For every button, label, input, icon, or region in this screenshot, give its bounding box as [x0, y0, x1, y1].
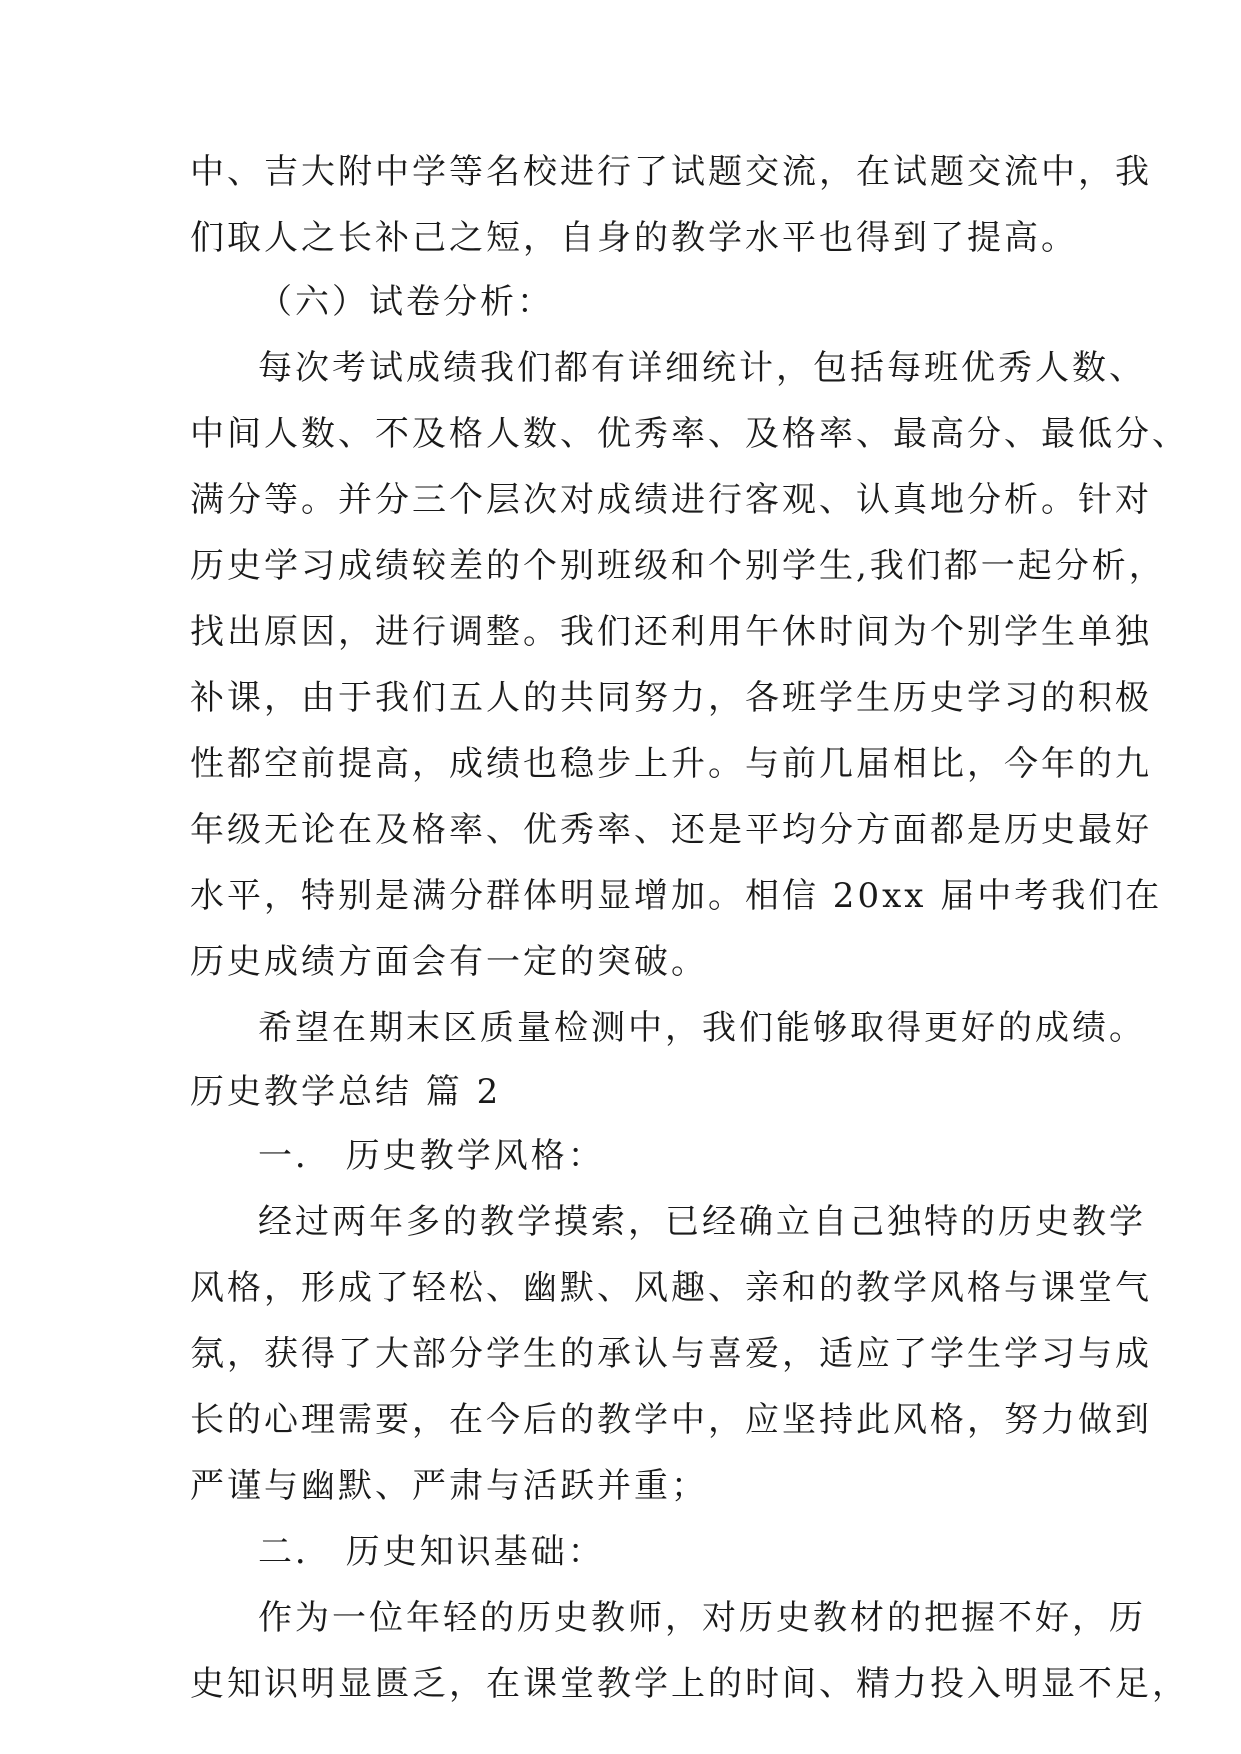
paragraph-line: 氛，获得了大部分学生的承认与喜爱，适应了学生学习与成: [190, 1334, 1152, 1374]
paragraph-line: 中间人数、不及格人数、优秀率、及格率、最高分、最低分、: [190, 414, 1189, 454]
paragraph-line: 风格，形成了轻松、幽默、风趣、亲和的教学风格与课堂气: [190, 1268, 1152, 1308]
section-title: 历史教学总结 篇 2: [190, 1072, 502, 1112]
section-heading: （六）试卷分析：: [258, 282, 554, 322]
paragraph-line: 每次考试成绩我们都有详细统计，包括每班优秀人数、: [258, 348, 1146, 388]
paragraph-line: 作为一位年轻的历史教师，对历史教材的把握不好，历: [258, 1598, 1146, 1638]
paragraph-line: 年级无论在及格率、优秀率、还是平均分方面都是历史最好: [190, 810, 1152, 850]
section-heading: 一． 历史教学风格：: [258, 1136, 605, 1176]
paragraph-line: 找出原因，进行调整。我们还利用午休时间为个别学生单独: [190, 612, 1152, 652]
paragraph-line: 历史学习成绩较差的个别班级和个别学生,我们都一起分析，: [190, 546, 1166, 586]
paragraph-line: 性都空前提高，成绩也稳步上升。与前几届相比，今年的九: [190, 744, 1152, 784]
paragraph-line: 长的心理需要，在今后的教学中，应坚持此风格，努力做到: [190, 1400, 1152, 1440]
paragraph-line: 水平，特别是满分群体明显增加。相信 20xx 届中考我们在: [190, 876, 1163, 916]
section-heading: 二． 历史知识基础：: [258, 1532, 605, 1572]
paragraph-line: 补课，由于我们五人的共同努力，各班学生历史学习的积极: [190, 678, 1152, 718]
paragraph-line: 满分等。并分三个层次对成绩进行客观、认真地分析。针对: [190, 480, 1152, 520]
paragraph-line: 严谨与幽默、严肃与活跃并重；: [190, 1466, 708, 1506]
paragraph-line: 经过两年多的教学摸索，已经确立自己独特的历史教学: [258, 1202, 1146, 1242]
paragraph-line: 中、吉大附中学等名校进行了试题交流，在试题交流中，我: [190, 152, 1152, 192]
paragraph-line: 们取人之长补己之短，自身的教学水平也得到了提高。: [190, 218, 1078, 258]
paragraph-line: 史知识明显匮乏，在课堂教学上的时间、精力投入明显不足，: [190, 1664, 1189, 1704]
paragraph-line: 希望在期末区质量检测中，我们能够取得更好的成绩。: [258, 1008, 1146, 1048]
paragraph-line: 历史成绩方面会有一定的突破。: [190, 942, 708, 982]
